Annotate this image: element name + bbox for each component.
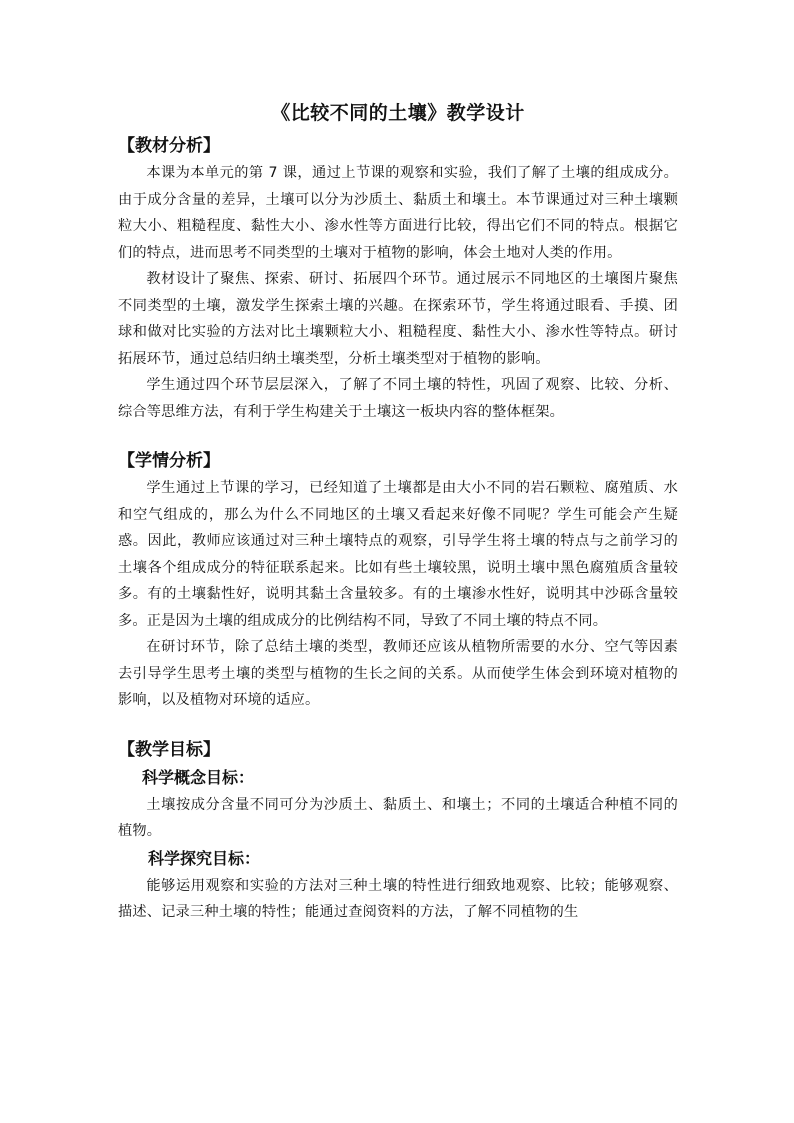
section-heading: 【教材分析】 (118, 136, 220, 156)
paragraph: 能够运用观察和实验的方法对三种土壤的特性进行细致地观察、比较；能够观察、描述、记录三种土壤的特性；能通过查阅资料的方法，了解不同植物的生 (118, 877, 678, 920)
paragraph: 土壤按成分含量不同可分为沙质土、黏质土、和壤土；不同的土壤适合种植不同的植物。 (118, 796, 678, 839)
paragraph: 学生通过四个环节层层深入，了解了不同土壤的特性，巩固了观察、比较、分析、综合等思维方法，有利于学生构建关于土壤这一板块内容的整体框架。 (118, 377, 678, 420)
paragraph: 教材设计了聚焦、探索、研讨、拓展四个环节。通过展示不同地区的土壤图片聚焦不同类型的土壤，激发学生探索土壤的兴趣。在探索环节，学生将通过眼看、手摸、团球和做对比实验的方法对比土壤颗粒大小、粗糙程度、黏性大小、渗水性等特点。研讨拓展环节，通过总结归纳土壤类型，分析土壤类型对于植物的影响。 (118, 271, 678, 367)
section-heading: 【学情分析】 (118, 451, 220, 471)
section-student-analysis (118, 447, 678, 714)
section-spacer (118, 714, 678, 736)
paragraph: 本课为本单元的第 7 课，通过上节课的观察和实验，我们了解了土壤的组成成分。由于成分含量的差异，土壤可以分为沙质土、黏质土和壤土。本节课通过对三种土壤颗粒大小、粗糙程度、黏性大小、渗水性等方面进行比较，得出它们不同的特点。根据它们的特点，进而思考不同类型的土壤对于植物的影响，体会土地对人类的作用。 (118, 165, 678, 261)
section-spacer (118, 425, 678, 447)
section-heading: 【教学目标】 (118, 739, 220, 760)
paragraph: 学生通过上节课的学习，已经知道了土壤都是由大小不同的岩石颗粒、腐殖质、水和空气组成的，那么为什么不同地区的土壤又看起来好像不同呢？学生可能会产生疑惑。因此，教师应该通过对三种土壤特点的观察，引导学生将土壤的特点与之前学习的土壤各个组成成分的特征联系起来。比如有些土壤较黑，说明土壤中黑色腐殖质含量较多。有的土壤黏性好，说明其黏土含量较多。有的土壤渗水性好，说明其中沙砾含量较多。正是因为土壤的组成成分的比例结构不同，导致了不同土壤的特点不同。 (118, 480, 678, 629)
document-title: 《比较不同的土壤》教学设计 (271, 102, 525, 124)
section-textbook-analysis (118, 132, 678, 425)
paragraph: 在研讨环节，除了总结土壤的类型，教师还应该从植物所需要的水分、空气等因素去引导学生思考土壤的类型与植物的生长之间的关系。从而使学生体会到环境对植物的影响，以及植物对环境的适应。 (118, 639, 678, 708)
sub-heading-science-concept: 科学概念目标： (142, 767, 255, 787)
document-page (118, 100, 678, 926)
sub-heading-science-inquiry: 科学探究目标： (148, 848, 261, 868)
section-teaching-goals (118, 736, 678, 926)
